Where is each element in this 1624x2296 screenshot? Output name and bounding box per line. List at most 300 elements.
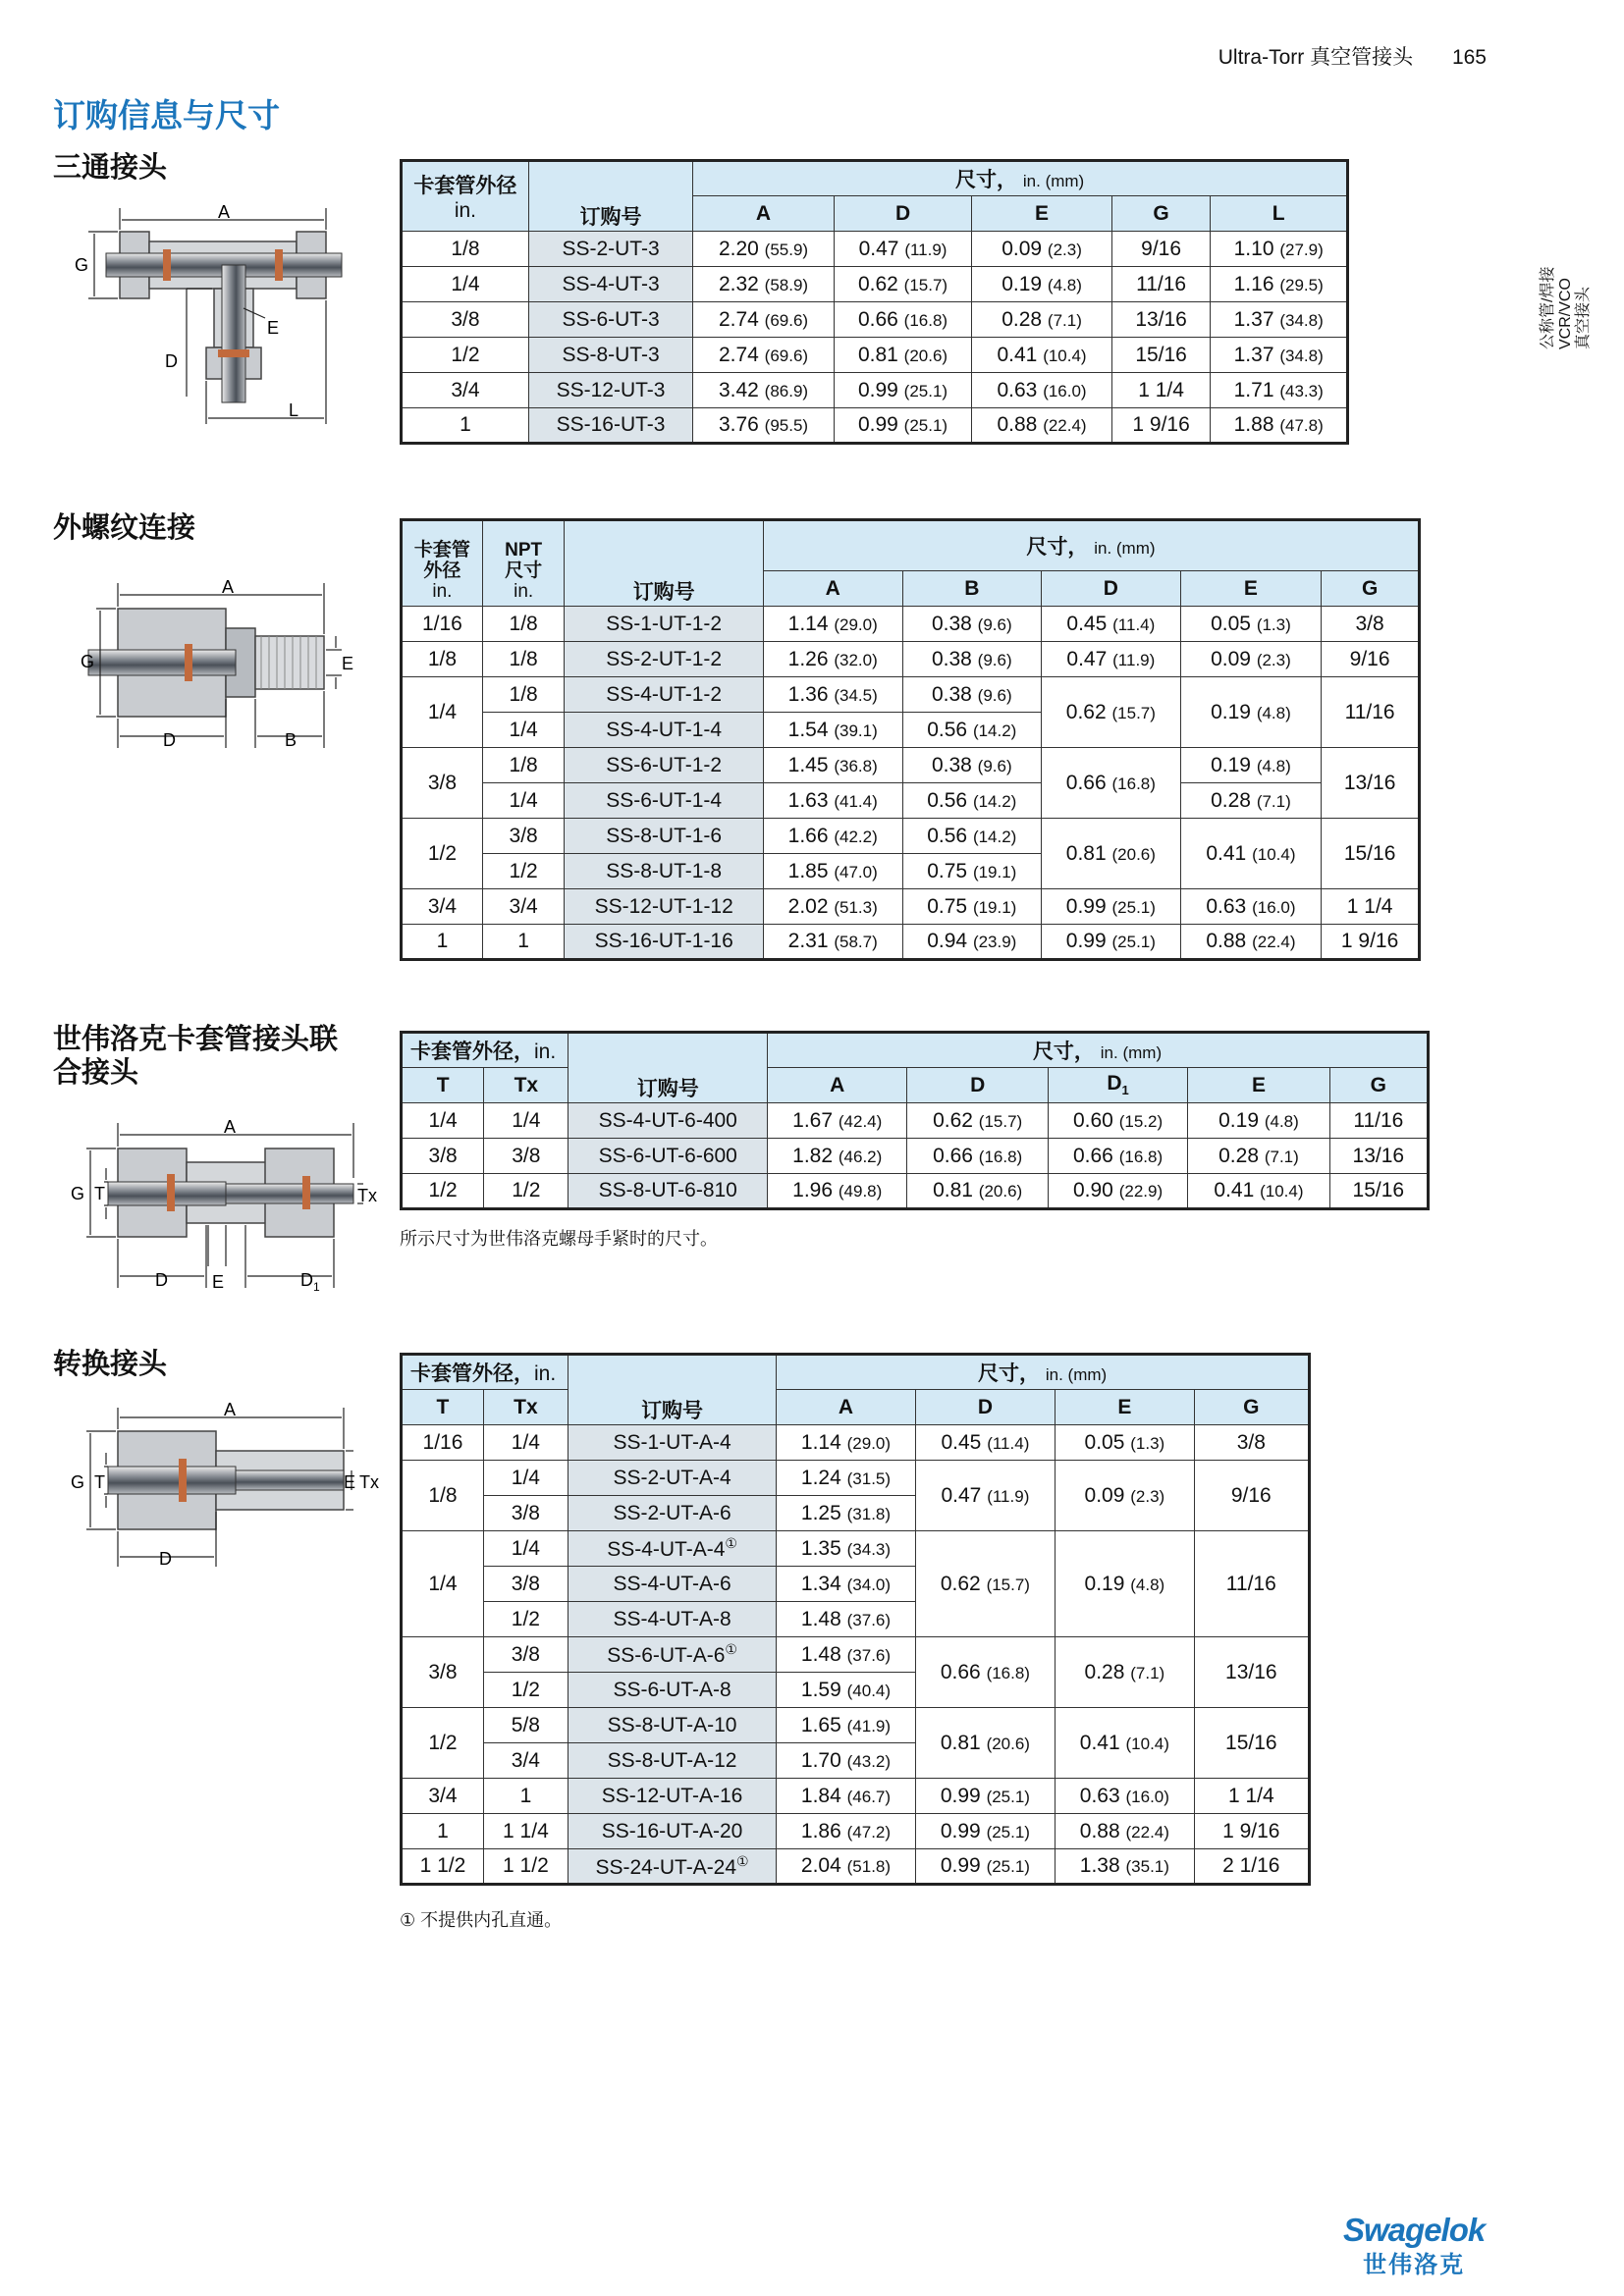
table-cell: 0.99 (25.1) (1042, 889, 1181, 925)
dim-label-a: A (224, 1402, 237, 1419)
table-cell: 1/4 (483, 1531, 568, 1567)
table-cell: 15/16 (1194, 1708, 1309, 1779)
table-cell: 1/8 (402, 642, 483, 677)
table-cell: 3/4 (483, 1743, 568, 1779)
cell-e: 0.41 (10.4) (972, 338, 1112, 373)
table-row (402, 748, 1420, 783)
table-row (402, 783, 1420, 819)
table-cell: 11/16 (1322, 677, 1420, 748)
table-cell: 1 1/4 (1194, 1779, 1309, 1814)
col-header-dimensions: 尺寸， in. (mm) (763, 520, 1419, 571)
cell-order-no: SS-8-UT-A-10 (568, 1708, 776, 1743)
header-unit: in. (454, 199, 476, 222)
table-cell: 1 1/4 (483, 1814, 568, 1849)
col-header-g: G (1329, 1068, 1428, 1103)
col-header-a: A (768, 1068, 907, 1103)
table-cell: 0.47 (11.9) (915, 1461, 1055, 1531)
male-connector-diagram (79, 579, 363, 751)
col-header-d: D (907, 1068, 1048, 1103)
cell-order-no: SS-4-UT-6-400 (568, 1103, 768, 1139)
table-cell: 1.63 (41.4) (763, 783, 902, 819)
cell-l: 1.71 (43.3) (1211, 373, 1348, 408)
table-row (402, 408, 1348, 444)
table-row (402, 607, 1420, 642)
table-row (402, 1779, 1310, 1814)
table-cell: 0.88 (22.4) (1056, 1814, 1194, 1849)
cell-d: 0.47 (11.9) (834, 232, 972, 267)
table-cell: 1.86 (47.2) (777, 1814, 915, 1849)
col-header-t: T (402, 1390, 484, 1425)
table-cell: 3/4 (402, 889, 483, 925)
dim-label-g: G (71, 1184, 85, 1203)
table-cell: 0.19 (4.8) (1188, 1103, 1329, 1139)
dim-label-g: G (75, 255, 89, 275)
table-row (402, 1637, 1310, 1673)
table-cell: 15/16 (1322, 819, 1420, 889)
table-cell: 1 (402, 925, 483, 960)
table-cell: 0.60 (15.2) (1048, 1103, 1187, 1139)
dim-label-g: G (81, 652, 95, 671)
table-cell: 1.82 (46.2) (768, 1139, 907, 1174)
col-header-a: A (693, 196, 835, 232)
union-note: 所示尺寸为世伟洛克螺母手紧时的尺寸。 (400, 1229, 718, 1249)
cell-order-no: SS-4-UT-A-6 (568, 1567, 776, 1602)
cell-d: 0.81 (20.6) (834, 338, 972, 373)
col-header-d1: $D_1$ (1048, 1068, 1187, 1103)
table-cell: 0.41 (10.4) (1188, 1174, 1329, 1209)
table-cell: 1 (402, 1814, 484, 1849)
table-cell: 1/4 (483, 1425, 568, 1461)
cell-g: 9/16 (1111, 232, 1211, 267)
table-cell: 1/8 (482, 607, 565, 642)
table-cell: 0.62 (15.7) (915, 1531, 1055, 1637)
cell-order-no: SS-4-UT-3 (528, 267, 692, 302)
table-cell: 0.99 (25.1) (1042, 925, 1181, 960)
table-cell: 0.38 (9.6) (902, 642, 1042, 677)
col-header-order-no: 订购号 (568, 1355, 776, 1425)
union-diagram (69, 1119, 383, 1291)
col-header-b: B (902, 571, 1042, 607)
table-cell: 0.45 (11.4) (915, 1425, 1055, 1461)
cell-order-no: SS-6-UT-1-2 (565, 748, 763, 783)
table-row (402, 925, 1420, 960)
table-cell: 9/16 (1194, 1461, 1309, 1531)
cell-g: 11/16 (1111, 267, 1211, 302)
dim-label-d: D (155, 1270, 168, 1290)
table-cell: 1 (483, 1779, 568, 1814)
col-header-tube-od: 卡套管外径，in. (402, 1355, 568, 1390)
table-row (402, 267, 1348, 302)
cell-order-no: SS-6-UT-6-600 (568, 1139, 768, 1174)
swagelok-logo (1343, 2212, 1485, 2279)
col-header-a: A (777, 1390, 915, 1425)
dim-label-a: A (224, 1119, 237, 1137)
table-cell: 0.09 (2.3) (1056, 1461, 1194, 1531)
table-cell: 15/16 (1329, 1174, 1428, 1209)
header-dims-label: 尺寸， (955, 169, 1018, 191)
cell-order-no: SS-4-UT-1-2 (565, 677, 763, 713)
table-row (402, 1849, 1310, 1885)
table-cell: 1.70 (43.2) (777, 1743, 915, 1779)
table-cell: 1.65 (41.9) (777, 1708, 915, 1743)
table-cell: 0.66 (16.8) (1042, 748, 1181, 819)
table-cell: 0.56 (14.2) (902, 713, 1042, 748)
table-cell: 0.90 (22.9) (1048, 1174, 1187, 1209)
col-header-dimensions: 尺寸， in. (mm) (777, 1355, 1310, 1390)
table-row (402, 338, 1348, 373)
col-header-order-no: 订购号 (528, 161, 692, 232)
table-cell: 1.45 (36.8) (763, 748, 902, 783)
table-cell: 1 9/16 (1194, 1814, 1309, 1849)
table-row (402, 1103, 1429, 1139)
dim-label-e: E (342, 654, 354, 673)
dim-label-g: G (71, 1472, 85, 1492)
table-cell: 1.67 (42.4) (768, 1103, 907, 1139)
table-cell: 1/2 (483, 1673, 568, 1708)
cell-d: 0.99 (25.1) (834, 408, 972, 444)
table-cell: 1/16 (402, 1425, 484, 1461)
table-row (402, 1174, 1429, 1209)
side-tab-line: 真空接头 (1575, 286, 1592, 349)
table-row (402, 373, 1348, 408)
dim-label-t: T (94, 1472, 105, 1492)
cell-tube-od: 3/4 (402, 373, 529, 408)
cell-l: 1.37 (34.8) (1211, 338, 1348, 373)
dim-label-d: D (159, 1549, 172, 1569)
table-cell: 1/4 (484, 1103, 568, 1139)
table-cell: 0.66 (16.8) (915, 1637, 1055, 1708)
table-cell: 0.41 (10.4) (1180, 819, 1322, 889)
tee-table (400, 159, 1349, 445)
table-row (402, 642, 1420, 677)
table-cell: 3/8 (402, 748, 483, 819)
table-cell: 0.38 (9.6) (902, 677, 1042, 713)
cell-order-no: SS-2-UT-1-2 (565, 642, 763, 677)
table-cell: 1/2 (482, 854, 565, 889)
table-cell: 3/8 (482, 819, 565, 854)
col-header-e: E (972, 196, 1112, 232)
cell-order-no: SS-8-UT-1-8 (565, 854, 763, 889)
table-cell: 1/4 (402, 1531, 484, 1637)
table-cell: 1.84 (46.7) (777, 1779, 915, 1814)
cell-a: 2.74 (69.6) (693, 302, 835, 338)
adapter-diagram (69, 1402, 393, 1569)
dim-label-d: D (163, 730, 176, 750)
table-cell: 2.04 (51.8) (777, 1849, 915, 1885)
table-cell: 0.88 (22.4) (1180, 925, 1322, 960)
cell-a: 3.76 (95.5) (693, 408, 835, 444)
cell-order-no: SS-12-UT-1-12 (565, 889, 763, 925)
table-cell: 0.63 (16.0) (1180, 889, 1322, 925)
table-row (402, 302, 1348, 338)
cell-e: 0.09 (2.3) (972, 232, 1112, 267)
table-cell: 1 1/4 (1322, 889, 1420, 925)
cell-order-no: SS-4-UT-A-8 (568, 1602, 776, 1637)
table-cell: 2 1/16 (1194, 1849, 1309, 1885)
table-cell: 1/8 (482, 642, 565, 677)
cell-order-no: SS-6-UT-A-8 (568, 1673, 776, 1708)
table-cell: 11/16 (1329, 1103, 1428, 1139)
table-cell: 1 (482, 925, 565, 960)
table-cell: 0.28 (7.1) (1056, 1637, 1194, 1708)
cell-order-no: SS-1-UT-A-4 (568, 1425, 776, 1461)
table-cell: 0.75 (19.1) (902, 889, 1042, 925)
table-cell: 1 1/2 (402, 1849, 484, 1885)
cell-l: 1.10 (27.9) (1211, 232, 1348, 267)
table-cell: 9/16 (1322, 642, 1420, 677)
table-cell: 1.59 (40.4) (777, 1673, 915, 1708)
cell-order-no: SS-6-UT-A-6① (568, 1637, 776, 1673)
section-title-male: 外螺纹连接 (53, 512, 196, 544)
dim-label-a: A (218, 202, 231, 222)
table-cell: 0.66 (16.8) (1048, 1139, 1187, 1174)
cell-order-no: SS-6-UT-1-4 (565, 783, 763, 819)
col-header-tube-od (402, 161, 529, 232)
col-header-e: E (1180, 571, 1322, 607)
table-cell: 0.19 (4.8) (1056, 1531, 1194, 1637)
cell-order-no: SS-1-UT-1-2 (565, 607, 763, 642)
logo-cn: 世伟洛克 (1363, 2252, 1466, 2278)
col-header-order-no: 订购号 (568, 1033, 768, 1103)
table-cell: 0.28 (7.1) (1180, 783, 1322, 819)
table-cell: 1.14 (29.0) (763, 607, 902, 642)
dim-label-a: A (222, 579, 235, 597)
table-cell: 1/4 (483, 1461, 568, 1496)
adapter-table (400, 1353, 1311, 1886)
table-cell: 0.19 (4.8) (1180, 677, 1322, 748)
table-cell: 0.45 (11.4) (1042, 607, 1181, 642)
dim-label-tx: Tx (359, 1472, 379, 1492)
table-cell: 0.99 (25.1) (915, 1779, 1055, 1814)
table-cell: 1.34 (34.0) (777, 1567, 915, 1602)
table-cell: 0.56 (14.2) (902, 819, 1042, 854)
cell-d: 0.66 (16.8) (834, 302, 972, 338)
cell-tube-od: 3/8 (402, 302, 529, 338)
table-cell: 1/2 (402, 1174, 484, 1209)
cell-order-no: SS-6-UT-3 (528, 302, 692, 338)
table-row (402, 677, 1420, 713)
page-title: 订购信息与尺寸 (53, 97, 280, 133)
page-number: 165 (1451, 46, 1487, 69)
cell-order-no: SS-2-UT-A-4 (568, 1461, 776, 1496)
cell-order-no: SS-12-UT-A-16 (568, 1779, 776, 1814)
dim-label-tx: Tx (357, 1186, 377, 1205)
cell-l: 1.37 (34.8) (1211, 302, 1348, 338)
table-cell: 1.25 (31.8) (777, 1496, 915, 1531)
table-cell: 1/2 (402, 1708, 484, 1779)
cell-g: 1 1/4 (1111, 373, 1211, 408)
table-cell: 1.14 (29.0) (777, 1425, 915, 1461)
table-cell: 1/2 (402, 819, 483, 889)
col-header-tube-od: 卡套管 外径 in. (402, 520, 483, 607)
table-cell: 13/16 (1194, 1637, 1309, 1708)
table-cell: 1.54 (39.1) (763, 713, 902, 748)
table-cell: 1.26 (32.0) (763, 642, 902, 677)
table-cell: 1/8 (402, 1461, 484, 1531)
dim-label-l: L (289, 400, 299, 420)
table-cell: 0.81 (20.6) (915, 1708, 1055, 1779)
table-cell: 1 9/16 (1322, 925, 1420, 960)
table-row (402, 1139, 1429, 1174)
table-cell: 1/8 (482, 748, 565, 783)
cell-a: 2.74 (69.6) (693, 338, 835, 373)
table-row (402, 232, 1348, 267)
table-cell: 0.41 (10.4) (1056, 1708, 1194, 1779)
col-header-l: L (1211, 196, 1348, 232)
dim-label-e: E (267, 318, 280, 338)
table-cell: 0.38 (9.6) (902, 607, 1042, 642)
table-cell: 11/16 (1194, 1531, 1309, 1637)
table-cell: 1/4 (402, 1103, 484, 1139)
cell-order-no: SS-8-UT-A-12 (568, 1743, 776, 1779)
table-cell: 3/8 (402, 1139, 484, 1174)
col-header-d: D (1042, 571, 1181, 607)
table-cell: 1/4 (482, 713, 565, 748)
cell-d: 0.62 (15.7) (834, 267, 972, 302)
dim-label-d1: $D_1$ (300, 1270, 320, 1291)
table-cell: 0.94 (23.9) (902, 925, 1042, 960)
table-cell: 0.99 (25.1) (915, 1849, 1055, 1885)
side-tab-line: 公称管/焊接 (1540, 266, 1556, 349)
table-row (402, 1708, 1310, 1743)
cell-a: 2.20 (55.9) (693, 232, 835, 267)
col-header-g: G (1194, 1390, 1309, 1425)
table-cell: 3/8 (402, 1637, 484, 1708)
dim-label-b: B (285, 730, 298, 750)
col-header-t: T (402, 1068, 484, 1103)
table-cell: 1.66 (42.2) (763, 819, 902, 854)
table-cell: 3/8 (1194, 1425, 1309, 1461)
col-header-g: G (1322, 571, 1420, 607)
dim-label-d: D (165, 351, 178, 371)
table-cell: 1/4 (402, 677, 483, 748)
cell-e: 0.63 (16.0) (972, 373, 1112, 408)
col-header-tx: Tx (484, 1068, 568, 1103)
cell-g: 1 9/16 (1111, 408, 1211, 444)
table-row (402, 1814, 1310, 1849)
table-cell: 0.66 (16.8) (907, 1139, 1048, 1174)
table-cell: 0.56 (14.2) (902, 783, 1042, 819)
table-cell: 1/16 (402, 607, 483, 642)
table-row (402, 889, 1420, 925)
table-cell: 3/8 (1322, 607, 1420, 642)
cell-a: 3.42 (86.9) (693, 373, 835, 408)
table-cell: 0.28 (7.1) (1188, 1139, 1329, 1174)
table-cell: 13/16 (1322, 748, 1420, 819)
cell-order-no: SS-4-UT-A-4① (568, 1531, 776, 1567)
table-cell: 3/4 (482, 889, 565, 925)
male-connector-table (400, 518, 1421, 961)
col-header-npt: NPT 尺寸 in. (482, 520, 565, 607)
table-cell: 13/16 (1329, 1139, 1428, 1174)
cell-tube-od: 1/2 (402, 338, 529, 373)
table-cell: 2.02 (51.3) (763, 889, 902, 925)
table-cell: 0.81 (20.6) (1042, 819, 1181, 889)
cell-e: 0.19 (4.8) (972, 267, 1112, 302)
table-cell: 0.05 (1.3) (1056, 1425, 1194, 1461)
table-row (402, 819, 1420, 854)
table-cell: 0.47 (11.9) (1042, 642, 1181, 677)
header-dims-unit: in. (mm) (1022, 172, 1085, 190)
col-header-dimensions (693, 161, 1348, 196)
cell-l: 1.88 (47.8) (1211, 408, 1348, 444)
table-cell: 3/4 (402, 1779, 484, 1814)
cell-tube-od: 1/8 (402, 232, 529, 267)
table-cell: 1/4 (482, 783, 565, 819)
cell-e: 0.88 (22.4) (972, 408, 1112, 444)
table-cell: 0.09 (2.3) (1180, 642, 1322, 677)
table-cell: 1.24 (31.5) (777, 1461, 915, 1496)
cell-order-no: SS-4-UT-1-4 (565, 713, 763, 748)
header-tube-od-label: 卡套管外径 (413, 175, 517, 197)
table-cell: 1.48 (37.6) (777, 1602, 915, 1637)
table-cell: 1.96 (49.8) (768, 1174, 907, 1209)
cell-order-no: SS-2-UT-3 (528, 232, 692, 267)
dim-label-t: T (94, 1184, 105, 1203)
table-row (402, 1531, 1310, 1567)
page-header (1218, 41, 1487, 71)
table-cell: 1.35 (34.3) (777, 1531, 915, 1567)
cell-order-no: SS-16-UT-1-16 (565, 925, 763, 960)
col-header-d: D (834, 196, 972, 232)
table-cell: 0.75 (19.1) (902, 854, 1042, 889)
cell-order-no: SS-16-UT-A-20 (568, 1814, 776, 1849)
table-cell: 0.62 (15.7) (1042, 677, 1181, 748)
dim-label-e: E (212, 1272, 225, 1291)
logo-en: Swagelok (1343, 2212, 1486, 2248)
cell-tube-od: 1 (402, 408, 529, 444)
table-cell: 2.31 (58.7) (763, 925, 902, 960)
table-cell: 3/8 (483, 1637, 568, 1673)
adapter-footnote: ① 不提供内孔直通。 (400, 1910, 563, 1930)
col-header-e: E (1056, 1390, 1194, 1425)
cell-g: 15/16 (1111, 338, 1211, 373)
table-cell: 1.85 (47.0) (763, 854, 902, 889)
cell-d: 0.99 (25.1) (834, 373, 972, 408)
table-cell: 0.63 (16.0) (1056, 1779, 1194, 1814)
table-row (402, 1425, 1310, 1461)
section-title-adapter: 转换接头 (53, 1349, 168, 1380)
table-cell: 0.05 (1.3) (1180, 607, 1322, 642)
cell-order-no: SS-2-UT-A-6 (568, 1496, 776, 1531)
col-header-tube-od: 卡套管外径，in. (402, 1033, 568, 1068)
table-cell: 0.99 (25.1) (915, 1814, 1055, 1849)
col-header-tx: Tx (483, 1390, 568, 1425)
cell-g: 13/16 (1111, 302, 1211, 338)
col-header-dimensions: 尺寸， in. (mm) (768, 1033, 1429, 1068)
table-cell: 3/8 (484, 1139, 568, 1174)
table-cell: 3/8 (483, 1496, 568, 1531)
cell-order-no: SS-16-UT-3 (528, 408, 692, 444)
col-header-d: D (915, 1390, 1055, 1425)
table-cell: 5/8 (483, 1708, 568, 1743)
table-cell: 1/2 (484, 1174, 568, 1209)
table-cell: 0.81 (20.6) (907, 1174, 1048, 1209)
section-title-union: 世伟洛克卡套管接头联 合接头 (53, 1024, 339, 1089)
side-tab (1540, 266, 1593, 349)
tee-diagram (69, 202, 373, 428)
table-cell: 0.38 (9.6) (902, 748, 1042, 783)
dim-label-e: E (344, 1472, 356, 1492)
col-header-order-no: 订购号 (565, 520, 763, 607)
cell-order-no: SS-24-UT-A-24① (568, 1849, 776, 1885)
cell-tube-od: 1/4 (402, 267, 529, 302)
table-cell: 1/8 (482, 677, 565, 713)
col-header-a: A (763, 571, 902, 607)
table-cell: 0.62 (15.7) (907, 1103, 1048, 1139)
cell-order-no: SS-8-UT-6-810 (568, 1174, 768, 1209)
table-cell: 3/8 (483, 1567, 568, 1602)
